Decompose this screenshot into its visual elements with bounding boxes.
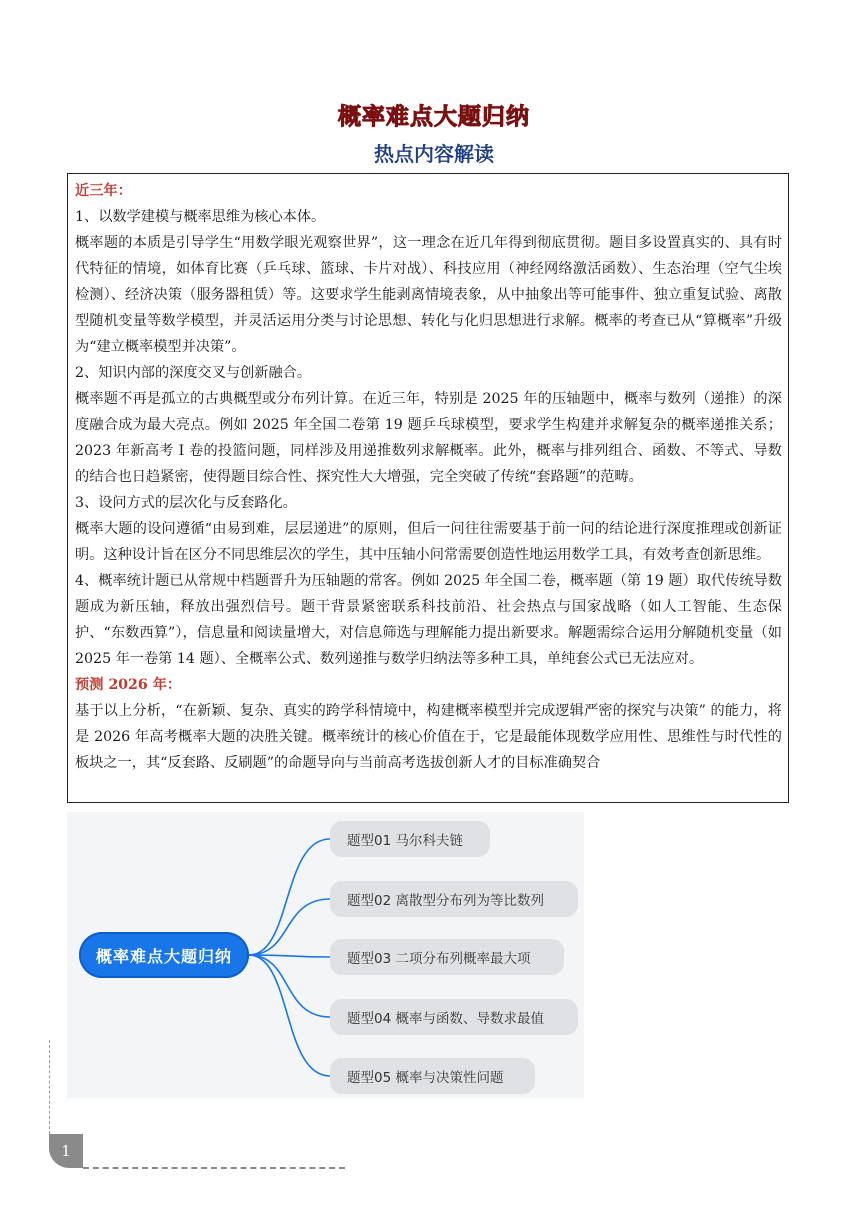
mindmap-branch-03: 题型03 二项分布列概率最大项 <box>330 939 564 975</box>
paragraph-point-3: 3、设问方式的层次化与反套路化。 <box>75 495 297 511</box>
paragraph-point-1-body: 概率题的本质是引导学生“用数学眼光观察世界”，这一理念在近几年得到彻底贯彻。题目多设置真实的、具有时代特征的情境，如体育比赛（乒乓球、篮球、卡片对战）、科技应用（神经网络激活函数）、生态治理（空气尘埃检测）、经济决策（服务器租赁）等。这要求学生能剥离情境表象，从中抽象出等可能事件、独立重复试验、离散型随机变量等数学模型，并灵活运用分类与讨论思想、转化与化归思想进行求解。概率的考查已从“算概率”升级为“建立概率模型并决策”。 <box>75 235 782 355</box>
sub-title: 热点内容解读 <box>374 142 494 166</box>
mindmap-branch-02: 题型02 离散型分布列为等比数列 <box>330 881 578 917</box>
connector-2 <box>249 899 330 955</box>
content-box <box>67 173 789 803</box>
connector-1 <box>249 839 330 955</box>
mindmap-branch-01: 题型01 马尔科夫链 <box>330 821 490 857</box>
paragraph-forecast-body: 基于以上分析，“在新颖、复杂、真实的跨学科情境中，构建概率模型并完成逻辑严密的探究与决策” 的能力，将是 2026 年高考概率大题的决胜关键。概率统计的核心价值在于，它是最能体现数学应用性、思维性与时代性的板块之一，其“反套路、反刷题”的命题导向与当前高考选拔创新人才的目标准确契合 <box>75 703 782 771</box>
main-title: 概率难点大题归纳 <box>338 104 530 130</box>
paragraph-point-2-body: 概率题不再是孤立的古典概型或分布列计算。在近三年，特别是 2025 年的压轴题中，概率与数列（递推）的深度融合成为最大亮点。例如 2025 年全国二卷第 19 题乒乓球模型，要求学生构建并求解复杂的概率递推关系；2023 年新高考 I 卷的投篮问题，同样涉及用递推数列求解概率。此外，概率与排列组合、函数、不等式、导数的结合也日趋紧密，使得题目综合性、探究性大大增强，完全突破了传统“套路题”的范畴。 <box>75 391 782 485</box>
page-number: 1 <box>49 1134 83 1168</box>
mindmap-branch-04: 题型04 概率与函数、导数求最值 <box>330 999 578 1035</box>
footer-dashed-horizontal <box>83 1167 345 1169</box>
paragraph-point-1: 1、以数学建模与概率思维为核心本体。 <box>75 209 326 225</box>
mindmap-branch-05: 题型05 概率与决策性问题 <box>330 1058 535 1094</box>
section-heading-recent: 近三年： <box>75 183 132 199</box>
paragraph-point-3-body: 概率大题的设问遵循“由易到难，层层递进”的原则，但后一问往往需要基于前一问的结论进行深度推理或创新证明。这种设计旨在区分不同思维层次的学生，其中压轴小问常需要创造性地运用数学工具，有效考查创新思维。 <box>75 521 782 563</box>
mindmap-root-node: 概率难点大题归纳 <box>79 932 249 978</box>
connector-4 <box>249 955 330 1017</box>
mindmap <box>67 812 584 1098</box>
paragraph-point-2: 2、知识内部的深度交叉与创新融合。 <box>75 365 312 381</box>
section-heading-forecast: 预测 2026 年： <box>75 677 182 693</box>
footer-dashed-vertical <box>49 1040 50 1134</box>
paragraph-point-4: 4、概率统计题已从常规中档题晋升为压轴题的常客。例如 2025 年全国二卷，概率题（第 19 题）取代传统导数题成为新压轴，释放出强烈信号。题干背景紧密联系科技前沿、社会热点与国家战略（如人工智能、生态保护、“东数西算”），信息量和阅读量增大，对信息筛选与理解能力提出新要求。解题需综合运用分解随机变量（如 2025 年一卷第 14 题）、全概率公式、数列递推与数学归纳法等多种工具，单纯套公式已无法应对。 <box>75 573 782 667</box>
